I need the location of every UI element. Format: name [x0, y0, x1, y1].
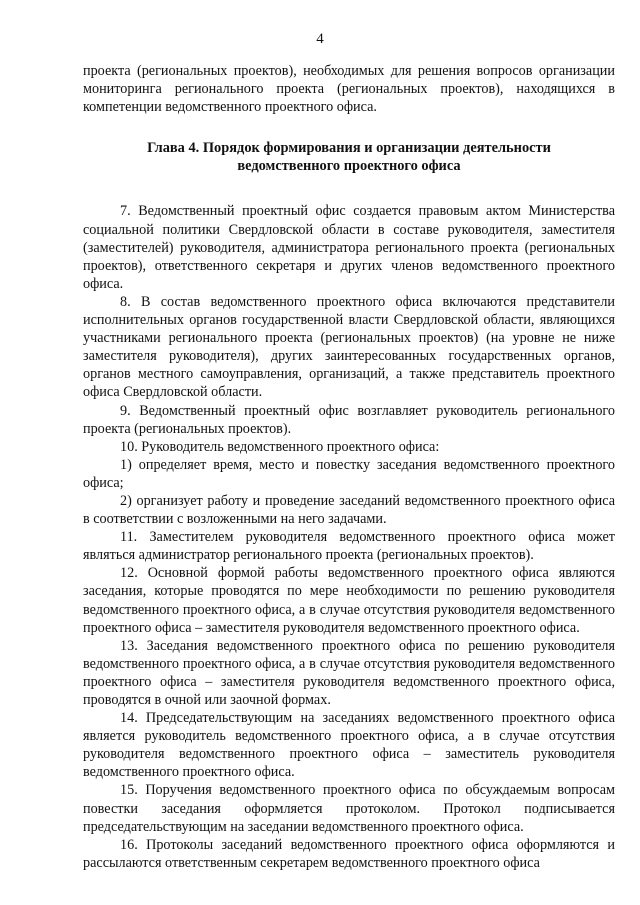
- chapter-title-line: Глава 4. Порядок формирования и организации деятельности: [147, 140, 551, 157]
- paragraph-11: 11. Заместителем руководителя ведомственного проектного офиса может являться администратор регионального проекта (региональных проектов).: [83, 529, 615, 564]
- paragraph-7: 7. Ведомственный проектный офис создается правовым актом Министерства социальной политики Свердловской области в составе руководителя, заместителя (заместителей) руководителя, администратора регионального проекта (региональных проектов), ответственного секретаря и других членов ведомственного проектного офиса.: [83, 203, 615, 292]
- opening-paragraph: проекта (региональных проектов), необходимых для решения вопросов организации мониторинга регионального проекта (региональных проектов), находящихся в компетенции ведомственного проектного офиса.: [83, 63, 615, 116]
- paragraph-10-item-1: 1) определяет время, место и повестку заседания ведомственного проектного офиса;: [83, 456, 615, 491]
- page-number: 4: [316, 31, 324, 47]
- paragraph-10-item-2: 2) организует работу и проведение заседаний ведомственного проектного офиса в соответствии с возложенными на него задачами.: [83, 492, 615, 528]
- paragraph-16: 16. Протоколы заседаний ведомственного проектного офиса оформляются и рассылаются ответственным секретарем ведомственного проектного офиса: [83, 836, 615, 871]
- paragraph-15: 15. Поручения ведомственного проектного офиса по обсуждаемым вопросам повестки заседания оформляется протоколом. Протокол подписывается председательствующим на заседании ведомственного проектного офиса.: [83, 782, 615, 835]
- paragraph-13: 13. Заседания ведомственного проектного офиса по решению руководителя ведомственного проектного офиса, а в случае отсутствия руководителя ведомственного проектного офиса – заместителя руководителя ведомственного проектного офиса, проводятся в очной или заочной формах.: [83, 637, 615, 708]
- chapter-title: [83, 139, 615, 175]
- paragraph-8: 8. В состав ведомственного проектного офиса включаются представители исполнительных органов государственной власти Свердловской области, являющихся участниками регионального проекта (региональных проектов) (на уровне не ниже заместителя руководителя), других заинтересованных государственных органов, органов местного самоуправления, организаций, а также представитель проектного офиса Свердловской области.: [83, 293, 615, 401]
- chapter-title-line: ведомственного проектного офиса: [237, 158, 461, 175]
- paragraph-10: 10. Руководитель ведомственного проектного офиса:: [120, 438, 440, 455]
- paragraph-12: 12. Основной формой работы ведомственного проектного офиса являются заседания, которые проводятся по мере необходимости по решению руководителя ведомственного проектного офиса, а в случае отсутствия руководителя ведомственного проектного офиса – заместителя руководителя ведомственного проектного офиса.: [83, 565, 615, 636]
- paragraph-14: 14. Председательствующим на заседаниях ведомственного проектного офиса является руководитель ведомственного проектного офиса, а в случае отсутствия руководителя ведомственного проектного офиса – заместитель руководителя ведомственного проектного офиса.: [83, 710, 615, 781]
- document-body: [83, 62, 615, 872]
- paragraph-9: 9. Ведомственный проектный офис возглавляет руководитель регионального проекта (региональных проектов).: [83, 402, 615, 437]
